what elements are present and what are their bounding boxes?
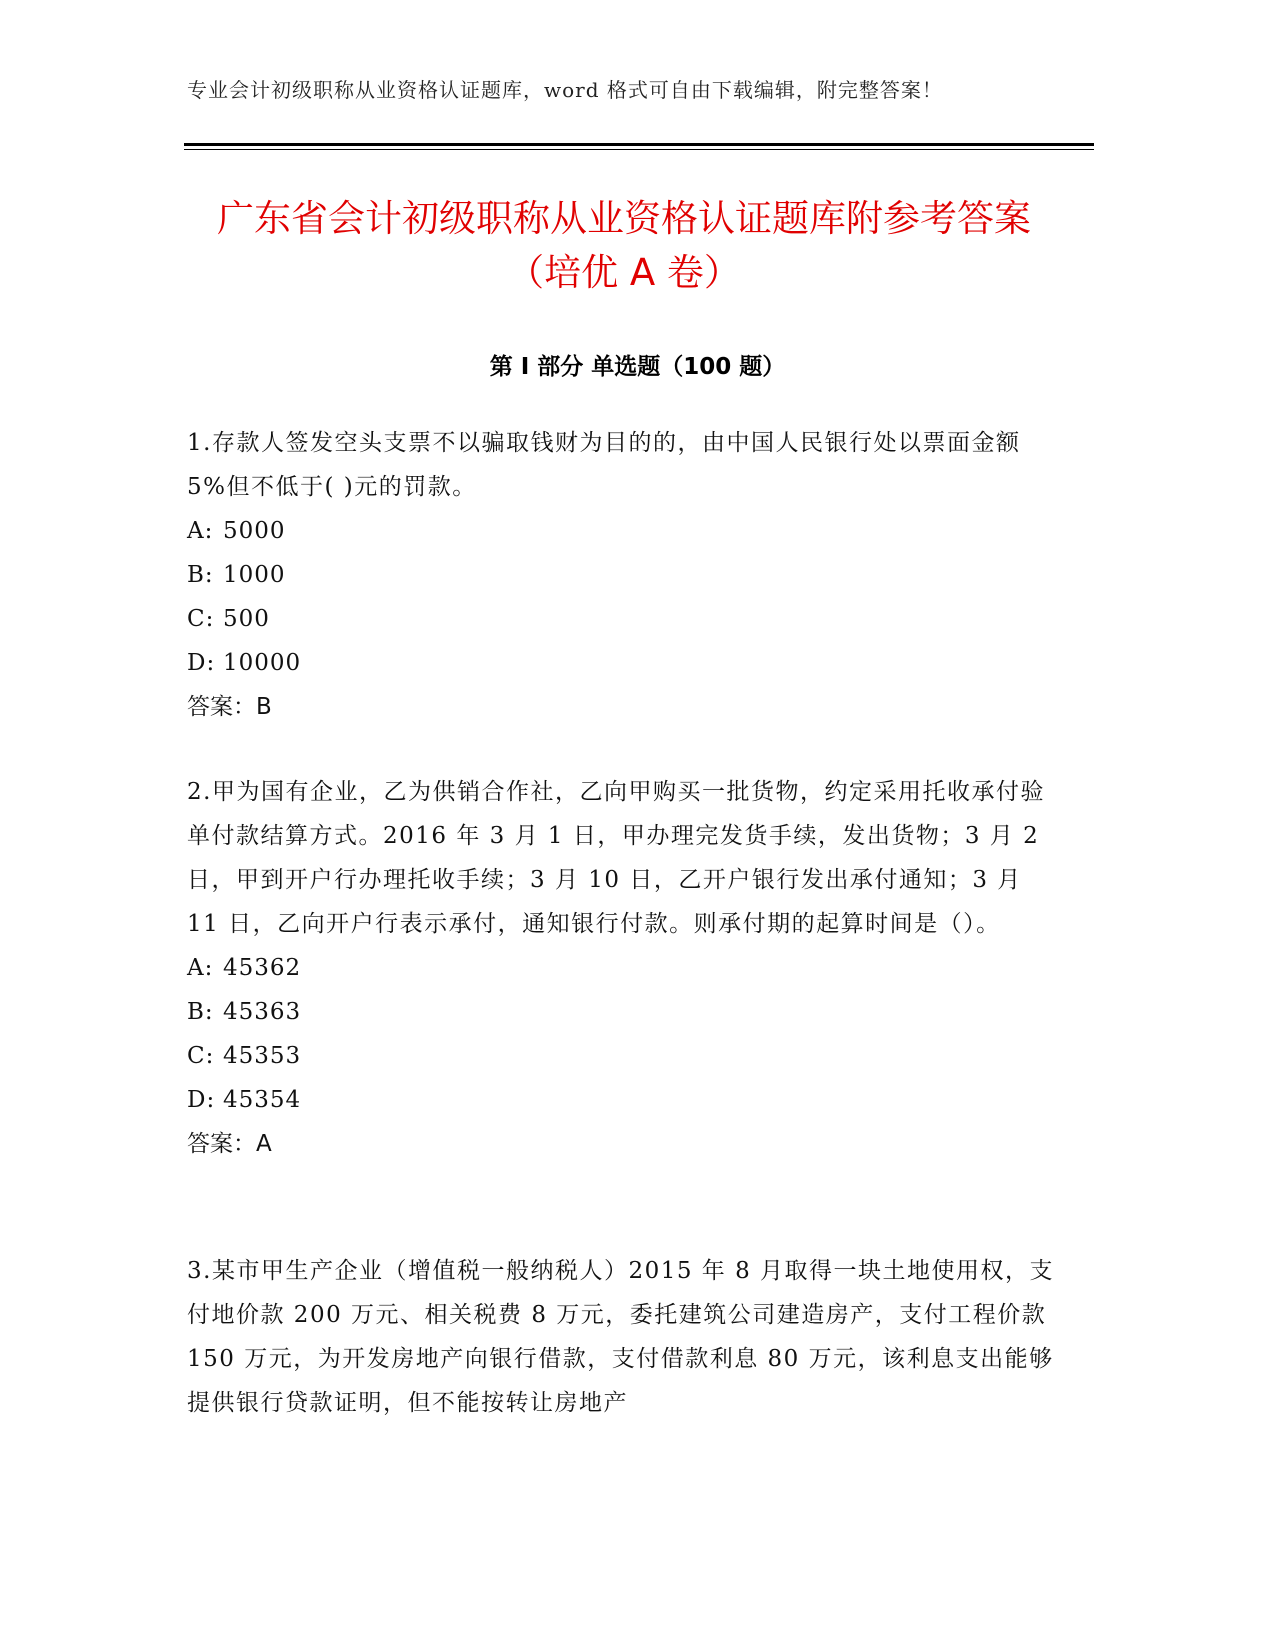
option-letter: D: [187, 650, 216, 676]
option-a [187, 946, 1057, 990]
option-text: 5000 [223, 518, 286, 544]
option-text: 1000 [223, 562, 286, 588]
option-d [187, 641, 1057, 685]
option-letter: C: [187, 606, 215, 632]
option-letter: B: [187, 562, 214, 588]
header-divider-thin [184, 149, 1094, 150]
header-divider-thick [184, 143, 1094, 146]
option-letter: A: [187, 518, 214, 544]
question-2 [187, 770, 1057, 1166]
header-note: 专业会计初级职称从业资格认证题库，word 格式可自由下载编辑，附完整答案！ [187, 78, 943, 102]
option-letter: A: [187, 955, 214, 981]
option-text: 45354 [223, 1087, 302, 1113]
option-c [187, 1034, 1057, 1078]
section-title: 第 I 部分 单选题（100 题） [489, 354, 786, 380]
option-d [187, 1078, 1057, 1122]
option-text: 10000 [223, 650, 302, 676]
question-3 [187, 1249, 1057, 1425]
question-stem: 2.甲为国有企业，乙为供销合作社，乙向甲购买一批货物，约定采用托收承付验单付款结算方式。2016 年 3 月 1 日，甲办理完发货手续，发出货物；3 月 2 日，甲到开户行办理托收手续；3 月 10 日，乙开户银行发出承付通知；3 月 11 日，乙向开户行表示承付，通知银行付款。则承付期的起算时间是（）。 [187, 779, 1045, 937]
option-text: 45353 [223, 1043, 302, 1069]
option-letter: D: [187, 1087, 216, 1113]
option-b [187, 553, 1057, 597]
document-title: 广东省会计初级职称从业资格认证题库附参考答案（培优 A 卷） [217, 197, 1031, 294]
question-stem: 1.存款人签发空头支票不以骗取钱财为目的的，由中国人民银行处以票面金额 5%但不低于( )元的罚款。 [187, 430, 1021, 500]
question-1 [187, 421, 1057, 729]
option-b [187, 990, 1057, 1034]
option-a [187, 509, 1057, 553]
option-text: 45363 [223, 999, 302, 1025]
option-text: 45362 [223, 955, 302, 981]
option-text: 500 [223, 606, 270, 632]
answer-label: 答案：A [187, 1131, 272, 1157]
question-stem: 3.某市甲生产企业（增值税一般纳税人）2015 年 8 月取得一块土地使用权，支付地价款 200 万元、相关税费 8 万元，委托建筑公司建造房产，支付工程价款 150 万元，为开发房地产向银行借款，支付借款利息 80 万元，该利息支出能够提供银行贷款证明，但不能按转让房地产 [187, 1258, 1055, 1416]
option-c [187, 597, 1057, 641]
option-letter: C: [187, 1043, 215, 1069]
option-letter: B: [187, 999, 214, 1025]
answer-label: 答案：B [187, 694, 272, 720]
